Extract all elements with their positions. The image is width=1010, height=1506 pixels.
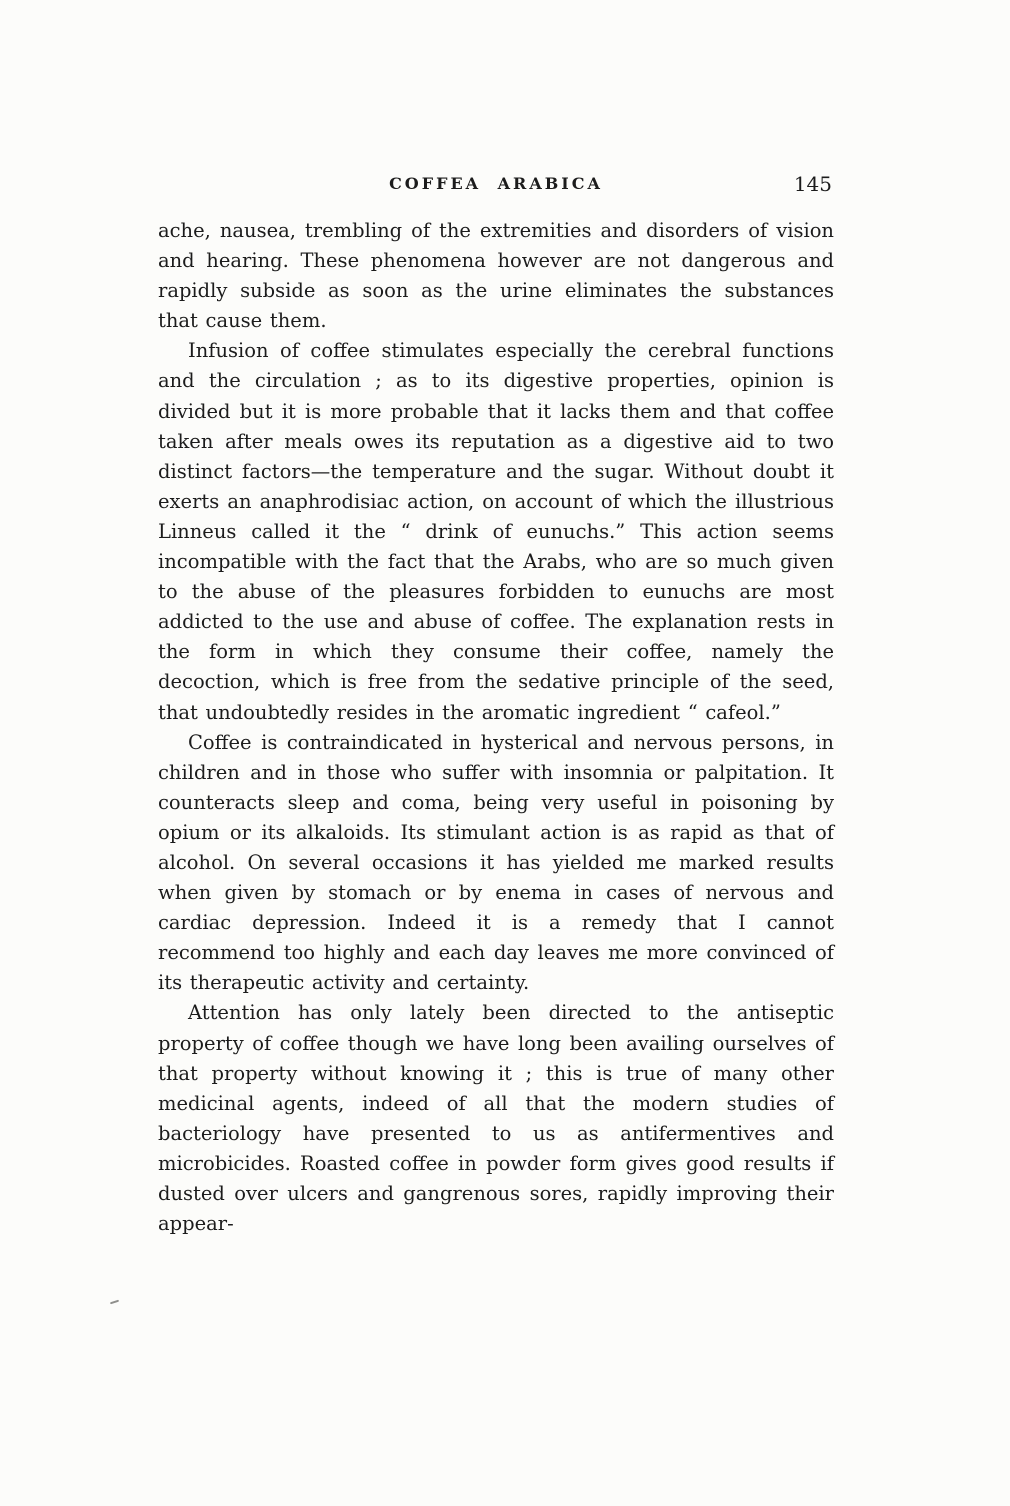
paragraph: Infusion of coffee stimulates especially the cerebral functions and the circulation ; as to its digestive properties, opinion is divided but it is more probable that it lacks them and that coffee taken after meals owes its reputation as a digestive aid to two distinct factors—the temperature and the sugar. Without doubt it exerts an anaphrodisiac action, on account of which the illustrious Linneus called it the “ drink of eunuchs.” This action seems incompatible with the fact that the Arabs, who are so much given to the abuse of the pleasures forbidden to eunuchs are most addicted to the use and abuse of coffee. The explanation rests in the form in which they consume their coffee, namely the decoction, which is free from the sedative principle of the seed, that undoubtedly resides in the aromatic ingredient “ cafeol.”: [158, 339, 834, 724]
paragraph: Coffee is contraindicated in hysterical and nervous persons, in children and in those who suffer with insomnia or palpitation. It counteracts sleep and coma, being very useful in poisoning by opium or its alkaloids. Its stimulant action is as rapid as that of alcohol. On several occasions it has yielded me marked results when given by stomach or by enema in cases of nervous and cardiac depression. Indeed it is a remedy that I cannot recommend too highly and each day leaves me more convinced of its therapeutic activity and certainty.: [158, 730, 834, 995]
paragraph: ache, nausea, trembling of the extremities and disorders of vision and hearing. These phenomena however are not dangerous and rapidly subside as soon as the urine eliminates the substances that cause them.: [158, 219, 834, 333]
page-number: 145: [793, 172, 832, 196]
running-title: COFFEA ARABICA: [389, 174, 603, 193]
body-text: [158, 216, 834, 1239]
scan-artifact-mark: [110, 1300, 119, 1305]
paragraph: Attention has only lately been directed to the antiseptic property of coffee though we have long been availing ourselves of that property without knowing it ; this is true of many other medicinal agents, indeed of all that the modern studies of bacteriology have presented to us as antifermentives and microbicides. Roasted coffee in powder form gives good results if dusted over ulcers and gangrenous sores, rapidly improving their appear-: [158, 1001, 834, 1236]
page-header: [158, 172, 834, 198]
